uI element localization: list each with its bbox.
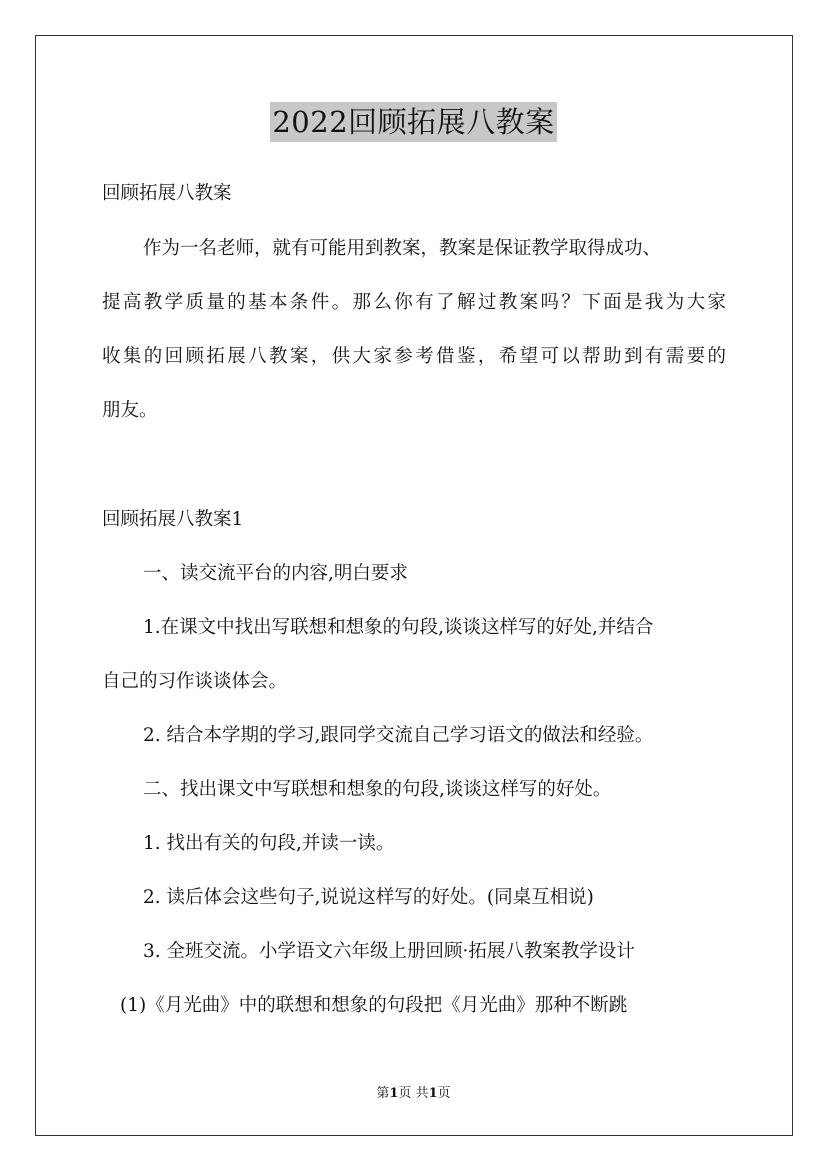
paragraph-5: 1. 找出有关的句段,并读一读。	[143, 833, 395, 854]
page-footer	[0, 1082, 827, 1101]
intro-line-1: 作为一名老师，就有可能用到教案，教案是保证教学取得成功、	[143, 238, 662, 259]
paragraph-4: 二、找出课文中写联想和想象的句段,谈谈这样写的好处。	[143, 779, 612, 800]
paragraph-1: 一、读交流平台的内容,明白要求	[143, 563, 408, 584]
footer-page-number: 1	[389, 1086, 399, 1101]
paragraph-6: 2. 读后体会这些句子,说说这样写的好处。(同桌互相说)	[143, 887, 594, 908]
paragraph-2-line-1: 1.在课文中找出写联想和想象的句段,谈谈这样写的好处,并结合	[143, 617, 654, 638]
footer-mid: 页 共	[398, 1086, 429, 1101]
paragraph-2-line-2: 自己的习作谈谈体会。	[102, 671, 288, 692]
document-subtitle: 回顾拓展八教案	[102, 183, 232, 204]
document-title: 2022回顾拓展八教案	[270, 102, 556, 142]
paragraph-8: (1)《月光曲》中的联想和想象的句段把《月光曲》那种不断跳	[120, 995, 628, 1016]
title-wrap	[0, 102, 827, 142]
intro-line-2: 提高教学质量的基本条件。那么你有了解过教案吗？下面是我为大家	[102, 292, 726, 313]
footer-suffix: 页	[437, 1086, 451, 1101]
paragraph-3: 2. 结合本学期的学习,跟同学交流自己学习语文的做法和经验。	[143, 725, 654, 746]
footer-prefix: 第	[376, 1086, 390, 1101]
intro-line-4: 朋友。	[102, 400, 158, 421]
paragraph-7: 3. 全班交流。小学语文六年级上册回顾·拓展八教案教学设计	[143, 941, 635, 962]
intro-line-3: 收集的回顾拓展八教案，供大家参考借鉴，希望可以帮助到有需要的	[102, 346, 726, 367]
section-heading: 回顾拓展八教案1	[102, 509, 244, 530]
footer-total-pages: 1	[428, 1086, 438, 1101]
